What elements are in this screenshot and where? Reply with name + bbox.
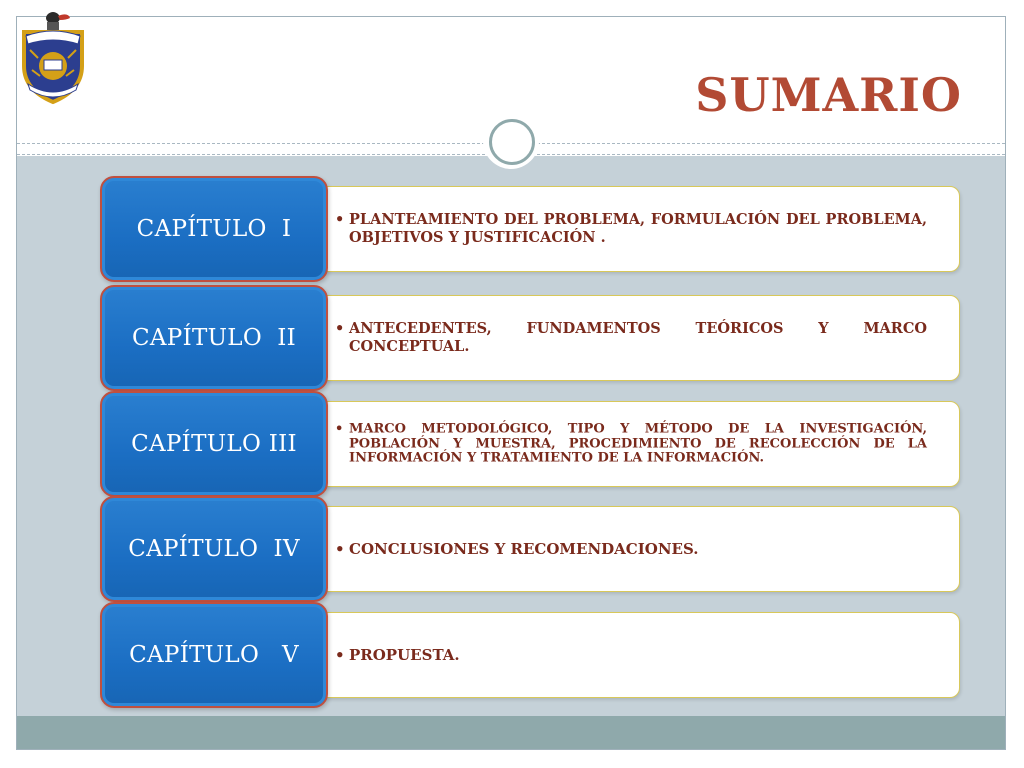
chapter-label-box [100,176,328,282]
chapter-item-list [335,646,927,664]
bullet-icon: • [335,211,345,228]
chapter-description-box [300,612,960,698]
chapter-item: • PROPUESTA. [335,646,460,664]
chapter-item-list [335,320,927,356]
chapter-row-2 [100,285,962,395]
institution-crest-icon [18,10,88,106]
footer-band [17,716,1005,749]
chapter-row-5 [100,602,962,712]
chapter-item-list [335,211,927,247]
chapter-item: • ANTECEDENTES, FUNDAMENTOS TEÓRICOS Y MARCO CONCEPTUAL. [335,320,927,355]
slide-title: SUMARIO [695,68,962,122]
chapter-item-list [335,540,927,558]
chapter-item: • PLANTEAMIENTO DEL PROBLEMA, FORMULACIÓN DEL PROBLEMA, OBJETIVOS Y JUSTIFICACIÓN . [335,211,927,246]
chapter-row-4 [100,496,962,606]
bullet-icon: • [335,421,344,437]
chapter-label-box [100,391,328,497]
chapter-label-box [100,496,328,602]
bullet-icon: • [335,540,345,558]
chapter-description-box [300,401,960,487]
chapter-label: CAPÍTULO V [129,642,299,668]
chapter-row-1 [100,176,962,286]
chapter-label: CAPÍTULO I [136,216,292,242]
chapter-item: • CONCLUSIONES Y RECOMENDACIONES. [335,540,699,558]
chapter-label-box [100,602,328,708]
chapter-label-box [100,285,328,391]
chapter-label: CAPÍTULO III [131,431,297,457]
chapter-description-box [300,506,960,592]
chapter-description-box [300,295,960,381]
chapter-description-box [300,186,960,272]
chapter-item: • MARCO METODOLÓGICO, TIPO Y MÉTODO DE LA INVESTIGACIÓN, POBLACIÓN Y MUESTRA, PROCEDIMIENTO DE RECOLECCIÓN DE LA INFORMACIÓN Y TRATAMIENTO DE LA INFORMACIÓN. [335,421,927,466]
chapter-item-list [335,422,927,466]
chapter-label: CAPÍTULO IV [128,536,300,562]
chapter-label: CAPÍTULO II [131,325,297,351]
bullet-icon: • [335,646,345,664]
ring-ornament-icon [483,113,539,169]
chapter-row-3 [100,391,962,501]
bullet-icon: • [335,320,345,337]
